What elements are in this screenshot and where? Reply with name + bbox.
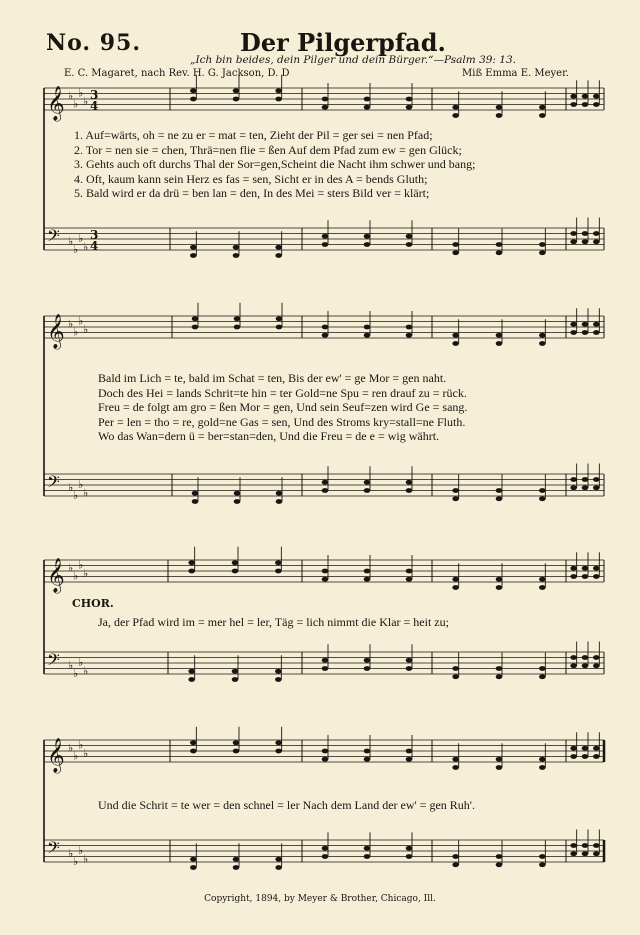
note-head — [233, 88, 240, 93]
note-head — [322, 488, 329, 493]
note-head — [406, 666, 413, 671]
treble-clef: 𝄞 — [47, 314, 65, 349]
note-head — [275, 740, 282, 745]
note-head — [364, 333, 371, 338]
note-head — [364, 569, 371, 574]
note-head — [275, 857, 282, 862]
note-head — [496, 854, 503, 859]
verse-line-3: 3. Gehts auch oft durchs Thal der Sor=gen,Scheint die Nacht ihm schwer und bang; — [74, 157, 476, 171]
note-head — [539, 666, 546, 671]
note-head — [593, 574, 600, 579]
note-head — [452, 333, 459, 338]
note-head — [406, 325, 413, 330]
note-head — [539, 341, 546, 346]
note-head — [188, 560, 195, 565]
note-head — [582, 485, 589, 490]
note-head — [593, 94, 600, 99]
note-head — [276, 325, 283, 330]
verse-line-4b: Per = len = tho = re, gold=ne Gas = sen, Und des Stroms kry=stall=ne Fluth. — [98, 414, 466, 429]
note-head — [539, 488, 546, 493]
note-head — [364, 242, 371, 247]
note-head — [570, 231, 577, 236]
note-head — [496, 585, 503, 590]
note-head — [593, 566, 600, 571]
note-head — [234, 491, 241, 496]
verse-line-1b: Bald im Lich = te, bald im Schat = ten, Bis der ew' = ge Mor = gen naht. — [98, 371, 447, 385]
note-head — [496, 765, 503, 770]
note-head — [233, 865, 240, 870]
treble-clef: 𝄞 — [47, 86, 65, 121]
note-head — [232, 677, 239, 682]
note-head — [452, 757, 459, 762]
note-head — [406, 97, 413, 102]
note-head — [188, 677, 195, 682]
chorus-label: CHOR. — [72, 597, 114, 610]
note-head — [406, 854, 413, 859]
note-head — [593, 322, 600, 327]
flat-sign: ♭ — [83, 486, 89, 500]
note-head — [570, 102, 577, 107]
note-head — [452, 113, 459, 118]
note-head — [582, 754, 589, 759]
flat-sign: ♭ — [68, 480, 74, 494]
note-head — [322, 577, 329, 582]
note-head — [539, 757, 546, 762]
verse-line-4: 4. Oft, kaum kann sein Herz es fas = sen, Sicht er in des A = bends Gluth; — [74, 171, 428, 186]
note-head — [364, 749, 371, 754]
note-head — [593, 231, 600, 236]
note-head — [539, 862, 546, 867]
note-head — [582, 322, 589, 327]
note-head — [364, 105, 371, 110]
note-head — [322, 325, 329, 330]
note-head — [539, 577, 546, 582]
note-head — [192, 316, 199, 321]
note-head — [496, 333, 503, 338]
note-head — [452, 496, 459, 501]
note-head — [322, 480, 329, 485]
note-head — [570, 655, 577, 660]
verse-line-3b: Freu = de folgt am gro = ßen Mor = gen, Und sein Seuf=zen wird Ge = sang. — [98, 400, 468, 414]
flat-sign: ♭ — [68, 89, 74, 103]
note-head — [190, 740, 197, 745]
note-head — [233, 749, 240, 754]
note-head — [539, 250, 546, 255]
note-head — [322, 242, 329, 247]
flat-sign: ♭ — [73, 243, 79, 256]
note-head — [570, 663, 577, 668]
flat-sign: ♭ — [78, 478, 84, 491]
note-head — [190, 749, 197, 754]
hymn-title: Der Pilgerpfad. — [240, 28, 446, 57]
note-head — [192, 491, 199, 496]
note-head — [496, 496, 503, 501]
note-head — [364, 757, 371, 762]
note-head — [190, 253, 197, 258]
chorus-line-2: Und die Schrit = te wer = den schnel = ler Nach dem Land der ew' = gen Ruh'. — [98, 798, 475, 812]
flat-sign: ♭ — [68, 234, 74, 248]
bass-clef: 𝄢 — [47, 649, 60, 674]
note-head — [593, 663, 600, 668]
note-head — [582, 746, 589, 751]
note-head — [570, 754, 577, 759]
note-head — [593, 239, 600, 244]
note-head — [364, 234, 371, 239]
note-head — [275, 560, 282, 565]
note-head — [190, 857, 197, 862]
treble-clef: 𝄞 — [47, 738, 65, 773]
flat-sign: ♭ — [68, 741, 74, 755]
flat-sign: ♭ — [68, 846, 74, 860]
note-head — [496, 666, 503, 671]
note-head — [233, 97, 240, 102]
note-head — [275, 253, 282, 258]
note-head — [593, 655, 600, 660]
note-head — [593, 843, 600, 848]
note-head — [190, 97, 197, 102]
flat-sign: ♭ — [78, 738, 84, 752]
note-head — [322, 234, 329, 239]
note-head — [322, 749, 329, 754]
note-head — [570, 485, 577, 490]
note-head — [539, 585, 546, 590]
note-head — [496, 488, 503, 493]
note-head — [364, 846, 371, 851]
note-head — [364, 97, 371, 102]
note-head — [232, 569, 239, 574]
note-head — [406, 577, 413, 582]
note-head — [452, 250, 459, 255]
note-head — [406, 569, 413, 574]
flat-sign: ♭ — [78, 656, 84, 669]
flat-sign: ♭ — [78, 844, 84, 857]
time-signature-top: 3 — [90, 228, 99, 242]
note-head — [322, 666, 329, 671]
note-head — [452, 242, 459, 247]
note-head — [276, 499, 283, 504]
note-head — [582, 477, 589, 482]
verse-line-5b: Wo das Wan=dern ü = ber=stan=den, Und die Freu = de e = wig währt. — [98, 429, 440, 443]
note-head — [570, 239, 577, 244]
composer-credit: Miß Emma E. Meyer. — [462, 68, 569, 79]
verse-lyrics-part1 — [74, 128, 475, 201]
flat-sign: ♭ — [83, 566, 89, 580]
flat-sign: ♭ — [83, 746, 89, 760]
note-head — [539, 105, 546, 110]
note-head — [582, 851, 589, 856]
flat-sign: ♭ — [73, 569, 79, 583]
flat-sign: ♭ — [78, 558, 84, 572]
note-head — [582, 94, 589, 99]
copyright-notice: Copyright, 1894, by Meyer & Brother, Chicago, Ill. — [204, 894, 436, 904]
note-head — [496, 674, 503, 679]
note-head — [452, 765, 459, 770]
note-head — [582, 574, 589, 579]
note-head — [275, 88, 282, 93]
note-head — [570, 477, 577, 482]
note-head — [582, 566, 589, 571]
flat-sign: ♭ — [68, 317, 74, 331]
note-head — [539, 242, 546, 247]
note-head — [276, 316, 283, 321]
note-head — [322, 846, 329, 851]
note-head — [452, 488, 459, 493]
note-head — [570, 330, 577, 335]
note-head — [322, 658, 329, 663]
verse-line-5: 5. Bald wird er da drü = ben lan = den, In des Mei = sters Bild ver = klärt; — [74, 186, 430, 200]
flat-sign: ♭ — [73, 489, 79, 502]
note-head — [539, 113, 546, 118]
note-head — [233, 740, 240, 745]
flat-sign: ♭ — [83, 664, 89, 678]
note-head — [275, 749, 282, 754]
note-head — [452, 105, 459, 110]
note-head — [234, 325, 241, 330]
time-signature-top: 3 — [90, 88, 99, 102]
note-head — [233, 857, 240, 862]
note-head — [406, 480, 413, 485]
hymn-number: No. 95. — [46, 30, 141, 56]
note-head — [570, 574, 577, 579]
note-head — [452, 862, 459, 867]
note-head — [232, 669, 239, 674]
note-head — [496, 757, 503, 762]
note-head — [582, 102, 589, 107]
flat-sign: ♭ — [73, 667, 79, 680]
flat-sign: ♭ — [78, 314, 84, 328]
note-head — [233, 245, 240, 250]
note-head — [496, 862, 503, 867]
flat-sign: ♭ — [83, 852, 89, 866]
note-head — [322, 105, 329, 110]
flat-sign: ♭ — [73, 855, 79, 868]
chorus-line-1: Ja, der Pfad wird im = mer hel = ler, Täg = lich nimmt die Klar = heit zu; — [98, 615, 449, 629]
note-head — [275, 669, 282, 674]
bass-clef: 𝄢 — [47, 837, 60, 862]
note-head — [570, 843, 577, 848]
note-head — [322, 97, 329, 102]
note-head — [190, 245, 197, 250]
note-head — [275, 569, 282, 574]
note-head — [452, 577, 459, 582]
note-head — [275, 865, 282, 870]
chorus-lyrics-2 — [98, 798, 475, 813]
note-head — [593, 851, 600, 856]
verse-line-2: 2. Tor = nen sie = chen, Thrä=nen flie = ßen Auf dem Pfad zum ew = gen Glück; — [74, 142, 462, 157]
verse-line-1: 1. Auf=wärts, oh = ne zu er = mat = ten, Zieht der Pil = ger sei = nen Pfad; — [74, 128, 433, 142]
verse-lyrics-part2 — [98, 371, 467, 444]
note-head — [593, 746, 600, 751]
note-head — [192, 499, 199, 504]
note-head — [188, 569, 195, 574]
note-head — [275, 245, 282, 250]
note-head — [233, 253, 240, 258]
bass-clef: 𝄢 — [47, 225, 60, 250]
note-head — [364, 577, 371, 582]
note-head — [234, 316, 241, 321]
note-head — [406, 105, 413, 110]
note-head — [322, 569, 329, 574]
note-head — [539, 674, 546, 679]
flat-sign: ♭ — [83, 240, 89, 254]
lyricist-credit: E. C. Magaret, nach Rev. H. G. Jackson, D. D — [64, 68, 290, 79]
note-head — [539, 496, 546, 501]
note-head — [582, 239, 589, 244]
flat-sign: ♭ — [78, 86, 84, 100]
note-head — [275, 97, 282, 102]
flat-sign: ♭ — [73, 325, 79, 339]
note-head — [452, 585, 459, 590]
note-head — [364, 488, 371, 493]
note-head — [190, 865, 197, 870]
time-signature-bottom: 4 — [90, 99, 99, 113]
note-head — [570, 322, 577, 327]
note-head — [190, 88, 197, 93]
verse-line-2b: Doch des Hei = lands Schrit=te hin = ter Gold=ne Spu = ren drauf zu = rück. — [98, 385, 467, 400]
note-head — [452, 341, 459, 346]
note-head — [406, 658, 413, 663]
note-head — [322, 854, 329, 859]
bass-clef: 𝄢 — [47, 471, 60, 496]
note-head — [364, 854, 371, 859]
note-head — [406, 234, 413, 239]
note-head — [496, 242, 503, 247]
note-head — [234, 499, 241, 504]
note-head — [539, 333, 546, 338]
note-head — [593, 102, 600, 107]
flat-sign: ♭ — [83, 322, 89, 336]
note-head — [406, 757, 413, 762]
note-head — [582, 663, 589, 668]
note-head — [582, 843, 589, 848]
chorus-lyrics-1 — [98, 615, 449, 630]
time-signature-bottom: 4 — [90, 239, 99, 253]
note-head — [593, 485, 600, 490]
note-head — [364, 666, 371, 671]
note-head — [539, 765, 546, 770]
note-head — [496, 250, 503, 255]
note-head — [570, 746, 577, 751]
note-head — [322, 333, 329, 338]
note-head — [364, 325, 371, 330]
note-head — [593, 477, 600, 482]
note-head — [406, 846, 413, 851]
note-head — [452, 666, 459, 671]
note-head — [275, 677, 282, 682]
flat-sign: ♭ — [68, 561, 74, 575]
scripture-motto: „Ich bin beides, dein Pilger und dein Bürger.“—Psalm 39: 13. — [190, 54, 517, 66]
treble-clef: 𝄞 — [47, 558, 65, 593]
note-head — [582, 231, 589, 236]
note-head — [570, 851, 577, 856]
note-head — [496, 577, 503, 582]
note-head — [452, 674, 459, 679]
note-head — [322, 757, 329, 762]
note-head — [570, 94, 577, 99]
note-head — [496, 105, 503, 110]
note-head — [364, 480, 371, 485]
note-head — [452, 854, 459, 859]
note-head — [570, 566, 577, 571]
note-head — [496, 113, 503, 118]
note-head — [192, 325, 199, 330]
note-head — [593, 754, 600, 759]
note-head — [406, 488, 413, 493]
flat-sign: ♭ — [78, 232, 84, 245]
note-head — [496, 341, 503, 346]
note-head — [188, 669, 195, 674]
flat-sign: ♭ — [68, 658, 74, 672]
note-head — [406, 749, 413, 754]
note-head — [582, 655, 589, 660]
flat-sign: ♭ — [73, 749, 79, 763]
note-head — [406, 242, 413, 247]
flat-sign: ♭ — [83, 94, 89, 108]
note-head — [232, 560, 239, 565]
note-head — [582, 330, 589, 335]
note-head — [276, 491, 283, 496]
flat-sign: ♭ — [73, 97, 79, 111]
note-head — [539, 854, 546, 859]
note-head — [364, 658, 371, 663]
note-head — [593, 330, 600, 335]
note-head — [406, 333, 413, 338]
